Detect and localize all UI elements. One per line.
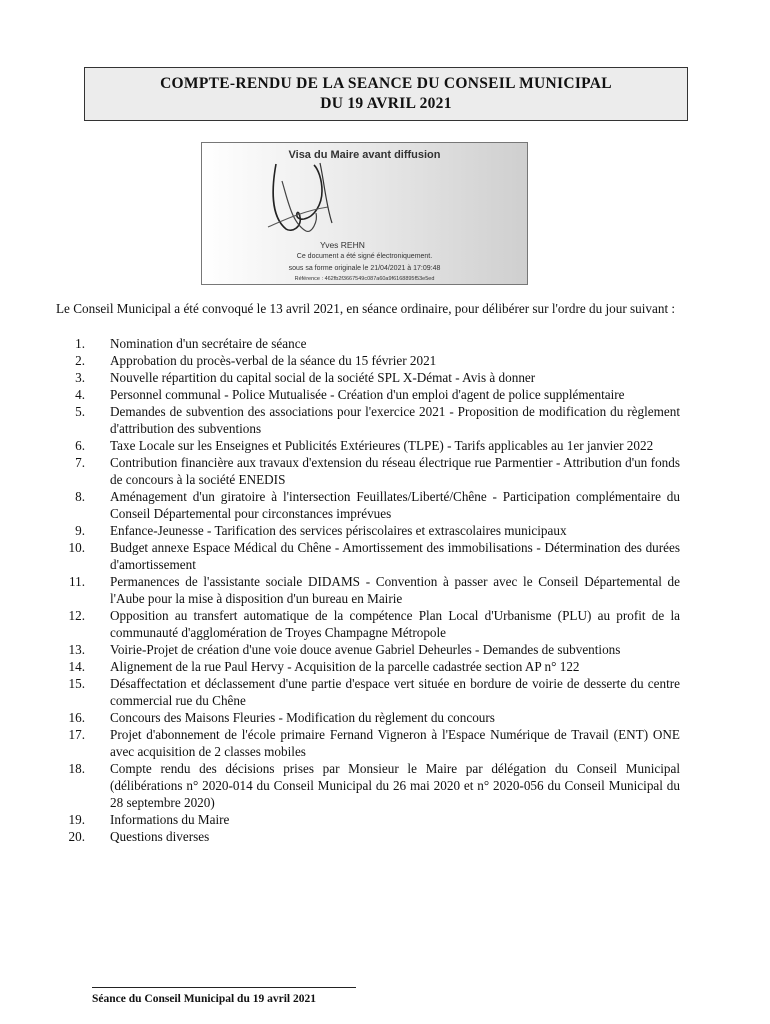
list-item-number: 9. bbox=[75, 523, 85, 538]
list-item-text: Voirie-Projet de création d'une voie douce avenue Gabriel Deheurles - Demandes de subventions bbox=[110, 642, 621, 657]
list-item-text: Permanences de l'assistante sociale DIDAMS - Convention à passer avec le Conseil Départemental de l'Aube pour la mise à disposition d'un bureau en Mairie bbox=[110, 574, 680, 606]
list-item-text: Budget annexe Espace Médical du Chêne - Amortissement des immobilisations - Détermination des durées d'amortissement bbox=[110, 540, 680, 572]
list-item-number: 11. bbox=[69, 574, 85, 589]
list-item-text: Contribution financière aux travaux d'extension du réseau électrique rue Parmentier - Attribution d'un fonds de concours à la société ENEDIS bbox=[110, 455, 680, 487]
list-item-number: 8. bbox=[75, 489, 85, 504]
list-item-text: Aménagement d'un giratoire à l'intersection Feuillates/Liberté/Chêne - Participation complémentaire du Conseil Départemental pour circonstances imprévues bbox=[110, 489, 680, 521]
list-item-number: 20. bbox=[68, 829, 85, 844]
list-item-number: 14. bbox=[68, 659, 85, 674]
list-item bbox=[56, 437, 680, 454]
list-item-number: 16. bbox=[68, 710, 85, 725]
list-item-number: 15. bbox=[68, 676, 85, 691]
list-item bbox=[56, 369, 680, 386]
list-item-number: 13. bbox=[68, 642, 85, 657]
page-footer: Séance du Conseil Municipal du 19 avril 2021 bbox=[92, 993, 316, 1005]
list-item bbox=[56, 675, 680, 709]
list-item bbox=[56, 539, 680, 573]
list-item-text: Opposition au transfert automatique de la compétence Plan Local d'Urbanisme (PLU) au profit de la communauté d'agglomération de Troyes Champagne Métropole bbox=[110, 608, 680, 640]
list-item-text: Compte rendu des décisions prises par Monsieur le Maire par délégation du Conseil Municipal (délibérations n° 2020-014 du Conseil Municipal du 26 mai 2020 et n° 2020-056 du Conseil Municipal du 28 septembre 2020) bbox=[110, 761, 680, 810]
list-item-text: Taxe Locale sur les Enseignes et Publicités Extérieures (TLPE) - Tarifs applicables au 1er janvier 2022 bbox=[110, 438, 654, 453]
list-item-number: 12. bbox=[68, 608, 85, 623]
list-item-number: 6. bbox=[75, 438, 85, 453]
list-item bbox=[56, 522, 680, 539]
list-item bbox=[56, 709, 680, 726]
list-item-number: 2. bbox=[75, 353, 85, 368]
list-item bbox=[56, 403, 680, 437]
list-item bbox=[56, 760, 680, 811]
list-item bbox=[56, 386, 680, 403]
list-item-text: Nouvelle répartition du capital social de la société SPL X-Démat - Avis à donner bbox=[110, 370, 536, 385]
signature-reference: Référence : 462fb2f3667549c087a60a9f6168895f53e5ed bbox=[294, 276, 435, 282]
list-item-text: Informations du Maire bbox=[110, 812, 230, 827]
list-item bbox=[56, 454, 680, 488]
list-item-number: 5. bbox=[75, 404, 85, 419]
list-item bbox=[56, 607, 680, 641]
list-item-text: Nomination d'un secrétaire de séance bbox=[110, 336, 307, 351]
handwritten-signature-icon bbox=[262, 161, 342, 243]
document-title-line1: COMPTE-RENDU DE LA SEANCE DU CONSEIL MUNICIPAL bbox=[160, 75, 612, 92]
list-item bbox=[56, 828, 680, 845]
list-item-number: 10. bbox=[68, 540, 85, 555]
list-item-text: Concours des Maisons Fleuries - Modification du règlement du concours bbox=[110, 710, 495, 725]
list-item-number: 4. bbox=[75, 387, 85, 402]
list-item-text: Projet d'abonnement de l'école primaire Fernand Vigneron à l'Espace Numérique de Travail (ENT) ONE avec acquisition de 2 classes mobiles bbox=[110, 727, 680, 759]
list-item-number: 7. bbox=[75, 455, 85, 470]
signature-stamp bbox=[201, 142, 528, 285]
list-item bbox=[56, 641, 680, 658]
list-item-text: Demandes de subvention des associations pour l'exercice 2021 - Proposition de modification du règlement d'attribution des subventions bbox=[110, 404, 680, 436]
list-item-number: 3. bbox=[75, 370, 85, 385]
list-item-text: Alignement de la rue Paul Hervy - Acquisition de la parcelle cadastrée section AP n° 122 bbox=[110, 659, 580, 674]
list-item bbox=[56, 726, 680, 760]
list-item-number: 17. bbox=[68, 727, 85, 742]
signature-heading: Visa du Maire avant diffusion bbox=[288, 149, 441, 161]
list-item-text: Désaffectation et déclassement d'une partie d'espace vert située en bordure de voirie de desserte du centre commercial rue du Chêne bbox=[110, 676, 680, 708]
agenda-list bbox=[56, 335, 680, 845]
list-item bbox=[56, 488, 680, 522]
list-item-number: 1. bbox=[75, 336, 85, 351]
document-title-box bbox=[84, 67, 688, 121]
list-item-text: Personnel communal - Police Mutualisée - Création d'un emploi d'agent de police supplémentaire bbox=[110, 387, 625, 402]
list-item bbox=[56, 573, 680, 607]
signature-date: sous sa forme originale le 21/04/2021 à 17:09:48 bbox=[288, 265, 441, 272]
document-title-line2: DU 19 AVRIL 2021 bbox=[320, 95, 452, 112]
list-item bbox=[56, 658, 680, 675]
list-item-text: Approbation du procès-verbal de la séance du 15 février 2021 bbox=[110, 353, 437, 368]
signature-note: Ce document a été signé électroniquement. bbox=[296, 253, 433, 260]
list-item bbox=[56, 811, 680, 828]
footer-divider bbox=[92, 987, 356, 988]
list-item bbox=[56, 335, 680, 352]
intro-paragraph: Le Conseil Municipal a été convoqué le 13 avril 2021, en séance ordinaire, pour délibérer sur l'ordre du jour suivant : bbox=[56, 301, 676, 316]
list-item-number: 19. bbox=[68, 812, 85, 827]
list-item-number: 18. bbox=[68, 761, 85, 776]
list-item-text: Enfance-Jeunesse - Tarification des services périscolaires et extrascolaires municipaux bbox=[110, 523, 567, 538]
list-item-text: Questions diverses bbox=[110, 829, 210, 844]
signer-name: Yves REHN bbox=[320, 240, 365, 250]
list-item bbox=[56, 352, 680, 369]
